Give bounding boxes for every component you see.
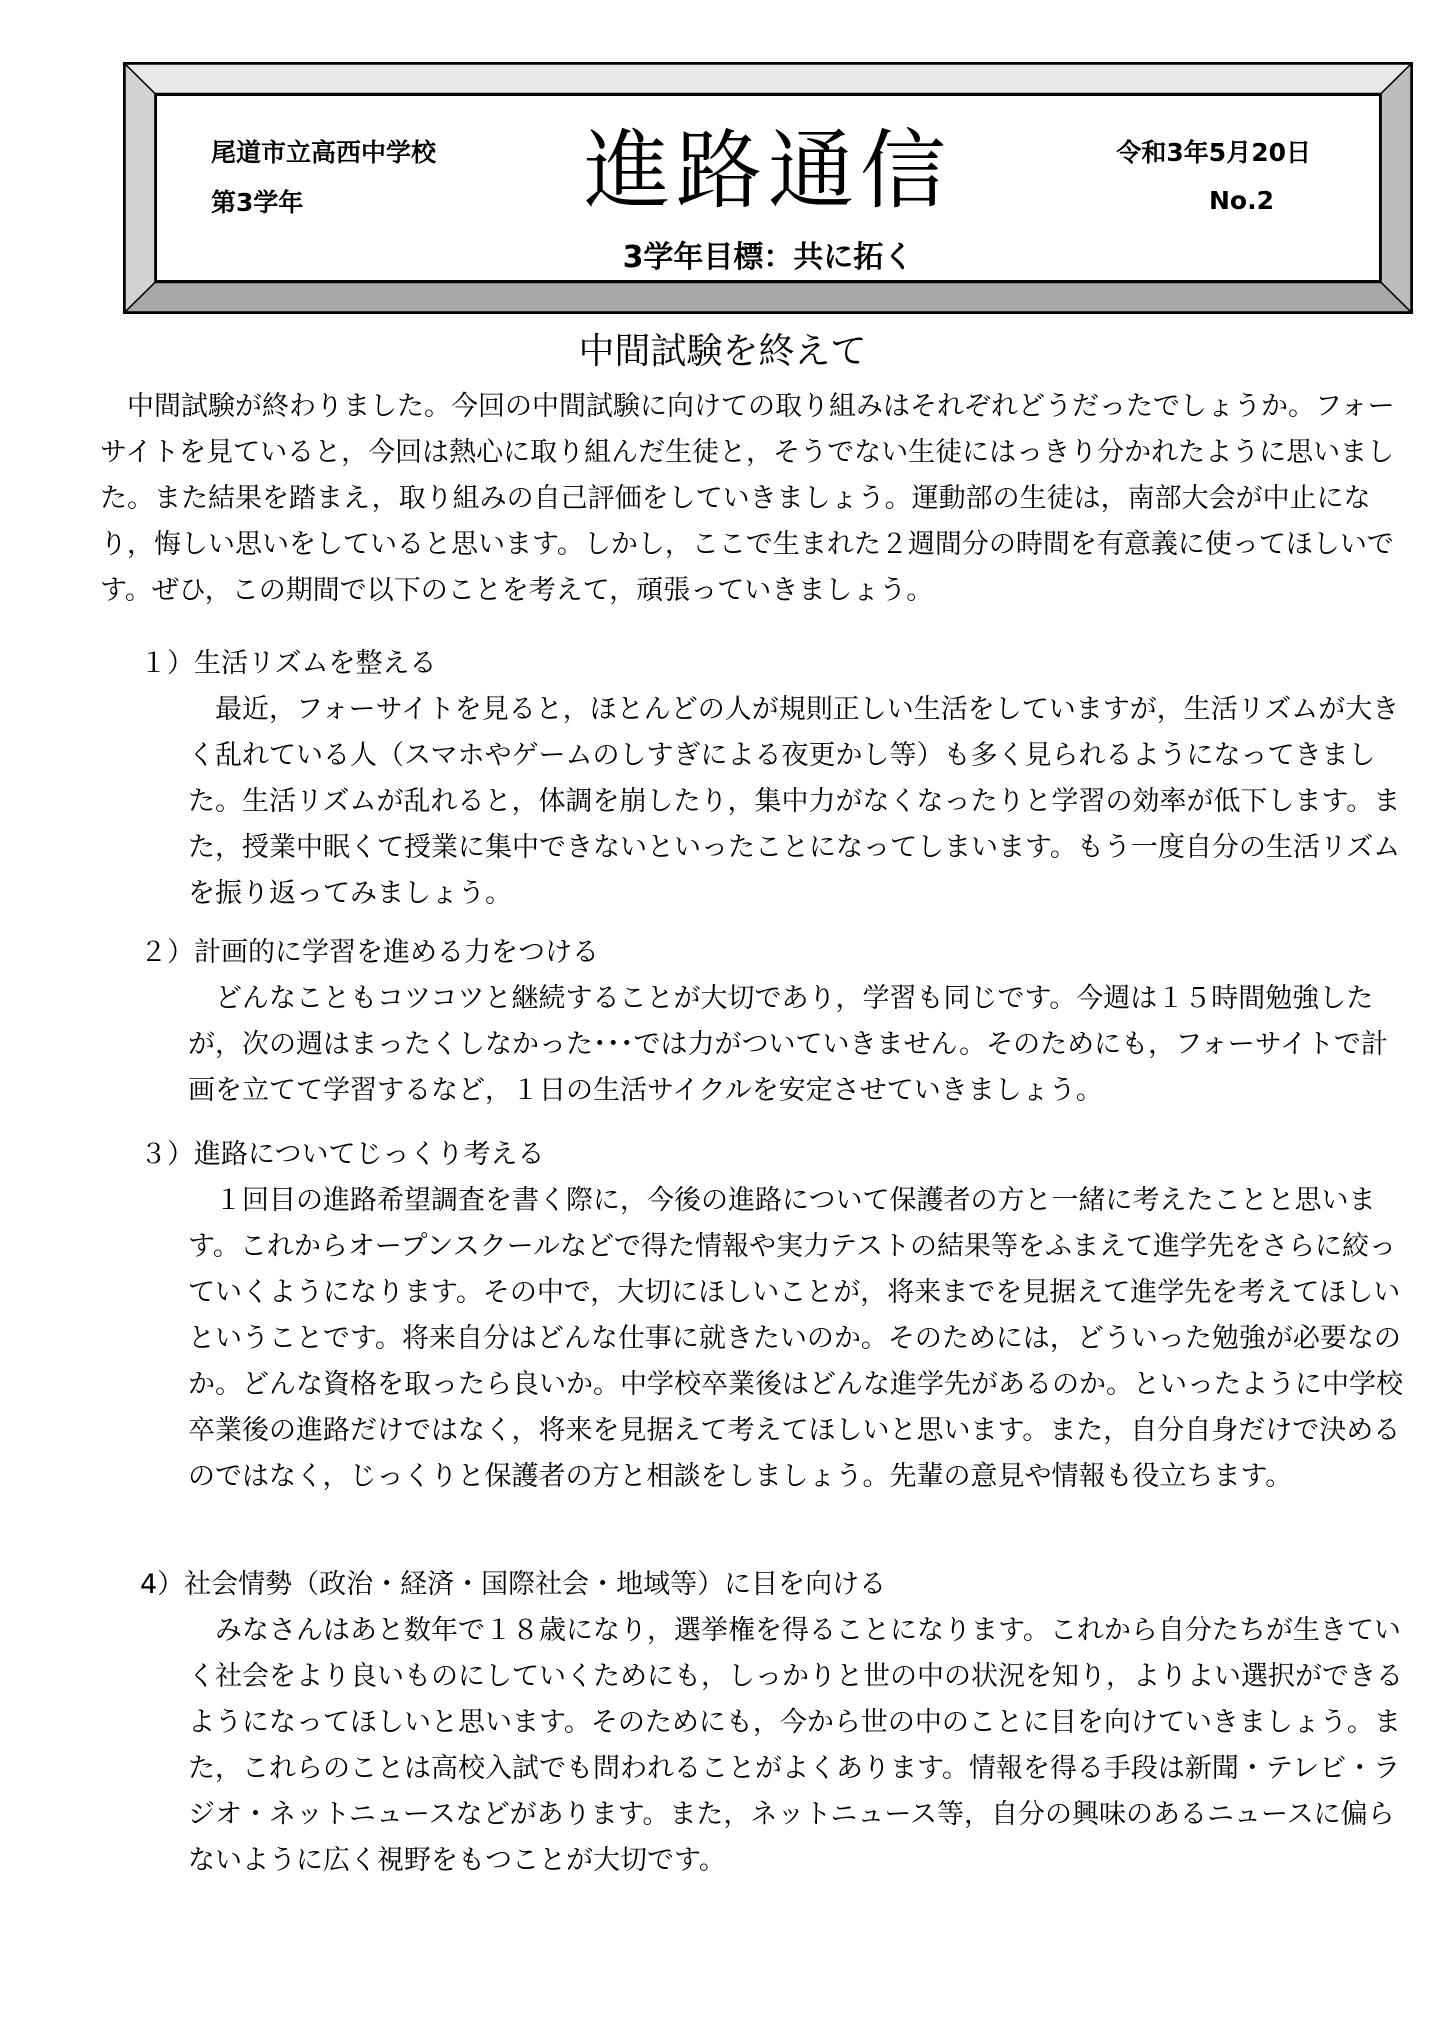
- intro-text: 中間試験が終わりました。今回の中間試験に向けての取り組みはそれぞれどうだったでしょうか。フォーサイトを見ていると，今回は熱心に取り組んだ生徒と，そうでない生徒にはっきり分かれたように思いました。また結果を踏まえ，取り組みの自己評価をしていきましょう。運動部の生徒は，南部大会が中止になり，悔しい思いをしていると思います。しかし，ここで生まれた２週間分の時間を有意義に使ってほしいです。ぜひ，この期間で以下のことを考えて，頑張っていきましょう。: [100, 391, 1395, 606]
- section-body: [188, 1178, 1410, 1500]
- section-body: [188, 976, 1410, 1114]
- issue-number: No.2: [1209, 186, 1274, 215]
- header-panel: [155, 94, 1381, 282]
- article-headline: 中間試験を終えて: [578, 331, 867, 372]
- issue-date: 令和3年5月20日: [1116, 138, 1311, 167]
- section-heading: ２）計画的に学習を進める力をつける: [140, 937, 599, 968]
- section-body: [188, 687, 1410, 917]
- grade-motto: 3学年目標：共に拓く: [622, 240, 914, 275]
- header-frame: [123, 62, 1413, 314]
- section-text: １回目の進路希望調査を書く際に，今後の進路について保護者の方と一緒に考えたことと思います。これからオープンスクールなどで得た情報や実力テストの結果等をふまえて進学先をさらに絞っていくようになります。その中で，大切にほしいことが，将来までを見据えて進学先を考えてほしいということです。将来自分はどんな仕事に就きたいのか。そのためには，どういった勉強が必要なのか。どんな資格を取ったら良いか。中学校卒業後はどんな進学先があるのか。といったように中学校卒業後の進路だけではなく，将来を見据えて考えてほしいと思います。また，自分自身だけで決めるのではなく，じっくりと保護者の方と相談をしましょう。先輩の意見や情報も役立ちます。: [188, 1185, 1403, 1492]
- section-heading: １）生活リズムを整える: [140, 648, 437, 679]
- section-body: [188, 1608, 1410, 1884]
- intro-paragraph: [100, 384, 1412, 614]
- newsletter-title: 進路通信: [584, 121, 952, 221]
- section-heading: ３）進路についてじっくり考える: [140, 1139, 545, 1170]
- section-text: どんなこともコツコツと継続することが大切であり，学習も同じです。今週は１５時間勉強したが，次の週はまったくしなかった･･･では力がついていきません。そのためにも，フォーサイトで計画を立てて学習するなど，１日の生活サイクルを安定させていきましょう。: [188, 983, 1388, 1106]
- school-name: 尾道市立高西中学校: [211, 138, 437, 167]
- grade-label: 第3学年: [211, 188, 304, 217]
- section-text: みなさんはあと数年で１８歳になり，選挙権を得ることになります。これから自分たちが生きていく社会をより良いものにしていくためにも，しっかりと世の中の状況を知り，よりよい選択ができるようになってほしいと思います。そのためにも，今から世の中のことに目を向けていきましょう。また，これらのことは高校入試でも問われることがよくあります。情報を得る手段は新聞・テレビ・ラジオ・ネットニュースなどがあります。また，ネットニュース等，自分の興味のあるニュースに偏らないように広く視野をもつことが大切です。: [188, 1615, 1403, 1876]
- section-text: 最近，フォーサイトを見ると，ほとんどの人が規則正しい生活をしていますが，生活リズムが大きく乱れている人（スマホやゲームのしすぎによる夜更かし等）も多く見られるようになってきました。生活リズムが乱れると，体調を崩したり，集中力がなくなったりと学習の効率が低下します。また，授業中眠くて授業に集中できないといったことになってしまいます。もう一度自分の生活リズムを振り返ってみましょう。: [188, 694, 1401, 909]
- section-heading: 4）社会情勢（政治・経済・国際社会・地域等）に目を向ける: [140, 1569, 887, 1600]
